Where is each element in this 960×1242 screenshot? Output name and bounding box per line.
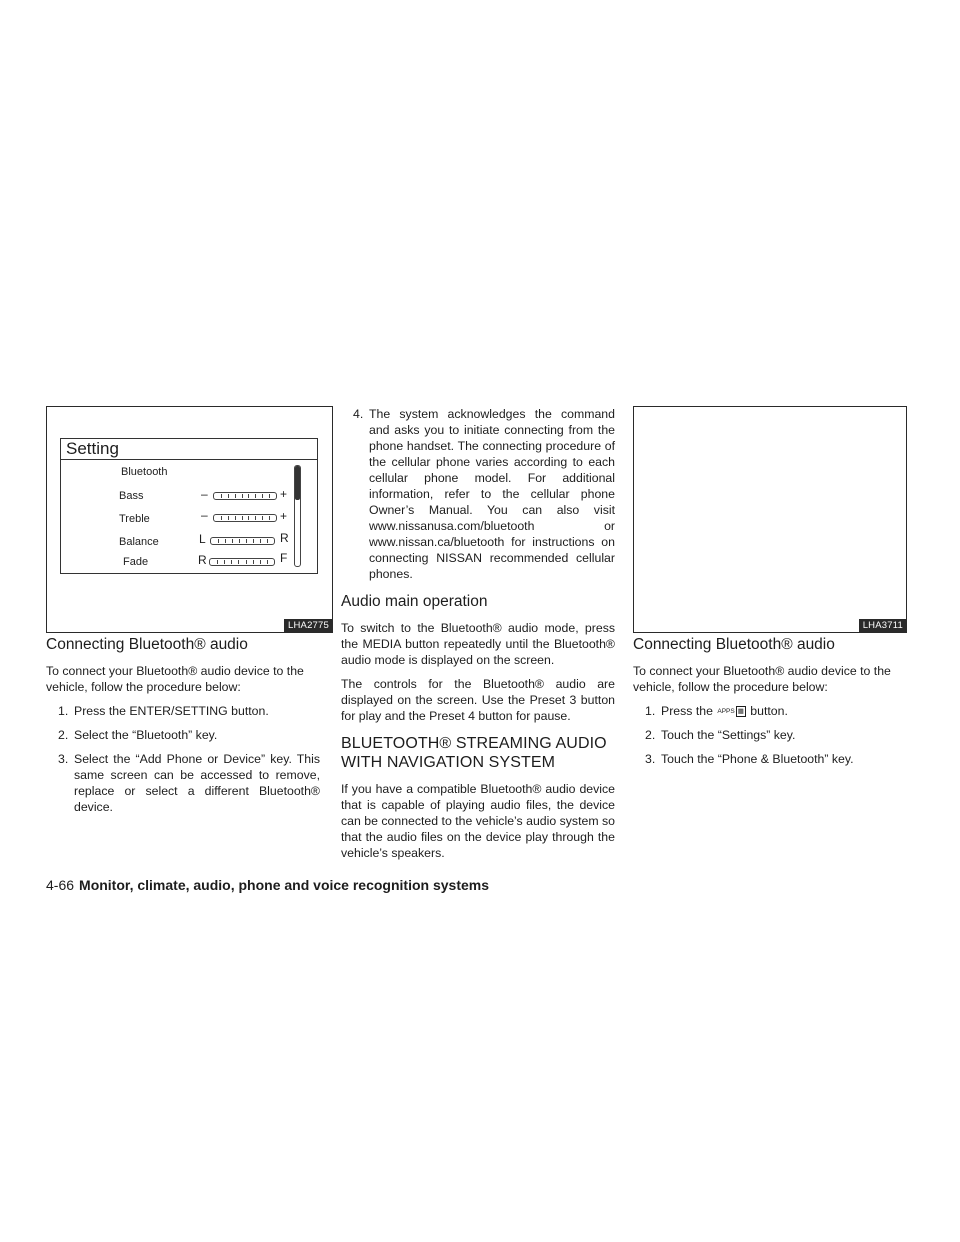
step-text: Touch the “Phone & Bluetooth” key. — [661, 752, 854, 766]
gauge-tick — [232, 539, 233, 543]
heading-audio-main-operation: Audio main operation — [341, 593, 488, 610]
page-number: 4-66 — [46, 877, 75, 893]
gauge-tick — [242, 494, 243, 498]
apps-button-icon — [717, 706, 746, 717]
step-number: 3. — [645, 752, 656, 766]
bass-gauge — [213, 492, 277, 500]
page-footer — [46, 876, 489, 894]
scrollbar — [294, 465, 301, 567]
step-item — [633, 727, 907, 743]
step-text-post: button. — [750, 704, 788, 718]
step-number: 2. — [58, 728, 69, 742]
row-treble-left: – — [201, 508, 208, 522]
treble-gauge — [213, 514, 277, 522]
figure-code: LHA3711 — [859, 619, 906, 632]
step-number: 1. — [58, 704, 69, 718]
heading-line-1: BLUETOOTH® STREAMING AUDIO — [341, 735, 607, 752]
step-text: Select the “Add Phone or Device” key. This same screen can be accessed to remove, replace or select a different Bluetooth® device. — [74, 752, 320, 814]
gauge-tick — [228, 494, 229, 498]
heading-connecting-bluetooth: Connecting Bluetooth® audio — [46, 636, 248, 653]
gauge-tick — [221, 494, 222, 498]
gauge-tick — [238, 560, 239, 564]
gauge-tick — [267, 539, 268, 543]
gauge-tick — [260, 560, 261, 564]
figure-code: LHA2775 — [284, 619, 332, 632]
gauge-tick — [246, 539, 247, 543]
row-treble-right: + — [280, 509, 288, 523]
paragraph-controls: The controls for the Bluetooth® audio are displayed on the screen. Use the Preset 3 button for play and the Preset 4 button for pause. — [341, 677, 615, 723]
step-text: Touch the “Settings” key. — [661, 728, 796, 742]
step-number: 2. — [645, 728, 656, 742]
screen-title: Setting — [61, 439, 317, 460]
step-item — [46, 751, 320, 815]
fade-gauge — [209, 558, 275, 566]
setting-screen — [60, 438, 318, 574]
gauge-tick — [262, 494, 263, 498]
step-item — [341, 406, 615, 582]
apps-icon-label: APPS — [717, 708, 735, 715]
gauge-tick — [269, 516, 270, 520]
gauge-tick — [260, 539, 261, 543]
row-bass-right: + — [280, 487, 288, 501]
gauge-tick — [248, 494, 249, 498]
figure-setting-screen — [46, 406, 333, 633]
gauge-tick — [225, 539, 226, 543]
paragraph-audio-mode: To switch to the Bluetooth® audio mode, press the MEDIA button repeatedly until the Bluetooth® audio mode is displayed on the screen. — [341, 621, 615, 667]
middle-column — [341, 406, 615, 869]
intro-paragraph: To connect your Bluetooth® audio device to the vehicle, follow the procedure below: — [46, 664, 304, 694]
steps-list-continued — [341, 406, 615, 582]
step-text: Press the ENTER/SETTING button. — [74, 704, 269, 718]
step-number: 4. — [353, 407, 364, 421]
gauge-tick — [235, 494, 236, 498]
steps-list — [633, 703, 907, 767]
step-item — [46, 703, 320, 719]
gauge-tick — [255, 516, 256, 520]
step-text-pre: Press the — [661, 704, 713, 718]
gauge-tick — [248, 516, 249, 520]
gauge-tick — [253, 560, 254, 564]
gauge-tick — [253, 539, 254, 543]
gauge-tick — [221, 516, 222, 520]
row-bass-label: Bass — [119, 490, 144, 502]
chapter-title: Monitor, climate, audio, phone and voice recognition systems — [79, 877, 489, 893]
step-item — [46, 727, 320, 743]
row-fade-label: Fade — [123, 556, 149, 568]
intro-paragraph: To connect your Bluetooth® audio device to the vehicle, follow the procedure below: — [633, 664, 891, 694]
gauge-tick — [218, 539, 219, 543]
row-bass-left: – — [201, 487, 208, 501]
left-column — [46, 635, 320, 823]
heading-connecting-bluetooth: Connecting Bluetooth® audio — [633, 636, 835, 653]
gauge-tick — [239, 539, 240, 543]
steps-list — [46, 703, 320, 815]
apps-icon-box: ▦ — [737, 708, 744, 715]
step-number: 1. — [645, 704, 656, 718]
row-balance-left: L — [199, 532, 206, 546]
step-item — [633, 703, 907, 719]
figure-navigation-screen — [633, 406, 907, 633]
row-fade-right: F — [280, 551, 288, 565]
menu-header-bluetooth: Bluetooth — [121, 466, 168, 478]
paragraph-compatible-device: If you have a compatible Bluetooth® audio device that is capable of playing audio files, the device can be connected to the vehicle’s audio system so that the audio files on the device play through the vehicle’s speakers. — [341, 782, 615, 860]
heading-bluetooth-streaming — [341, 734, 615, 772]
row-balance-right: R — [280, 531, 289, 545]
gauge-tick — [228, 516, 229, 520]
row-treble-label: Treble — [119, 513, 150, 525]
row-balance-label: Balance — [119, 536, 159, 548]
gauge-tick — [235, 516, 236, 520]
gauge-tick — [246, 560, 247, 564]
gauge-tick — [242, 516, 243, 520]
balance-gauge — [210, 537, 275, 545]
step-item — [633, 751, 907, 767]
step-text: The system acknowledges the command and asks you to initiate connecting from the phone handset. The connecting procedure of the cellular phone varies according to each cellular phone model. For additional information, refer to the cellular phone Owner’s Manual. You can also visit www.nissanusa.com/bluetooth or www.nissan.ca/bluetooth for instructions on connecting NISSAN recommended cellular phones. — [369, 407, 615, 581]
row-fade-left: R — [198, 553, 207, 567]
gauge-tick — [255, 494, 256, 498]
gauge-tick — [217, 560, 218, 564]
gauge-tick — [231, 560, 232, 564]
gauge-tick — [267, 560, 268, 564]
step-number: 3. — [58, 752, 69, 766]
step-text: Select the “Bluetooth” key. — [74, 728, 218, 742]
gauge-tick — [262, 516, 263, 520]
scrollbar-thumb — [295, 466, 300, 500]
right-column — [633, 635, 907, 775]
heading-line-2: WITH NAVIGATION SYSTEM — [341, 754, 556, 771]
gauge-tick — [269, 494, 270, 498]
gauge-tick — [224, 560, 225, 564]
